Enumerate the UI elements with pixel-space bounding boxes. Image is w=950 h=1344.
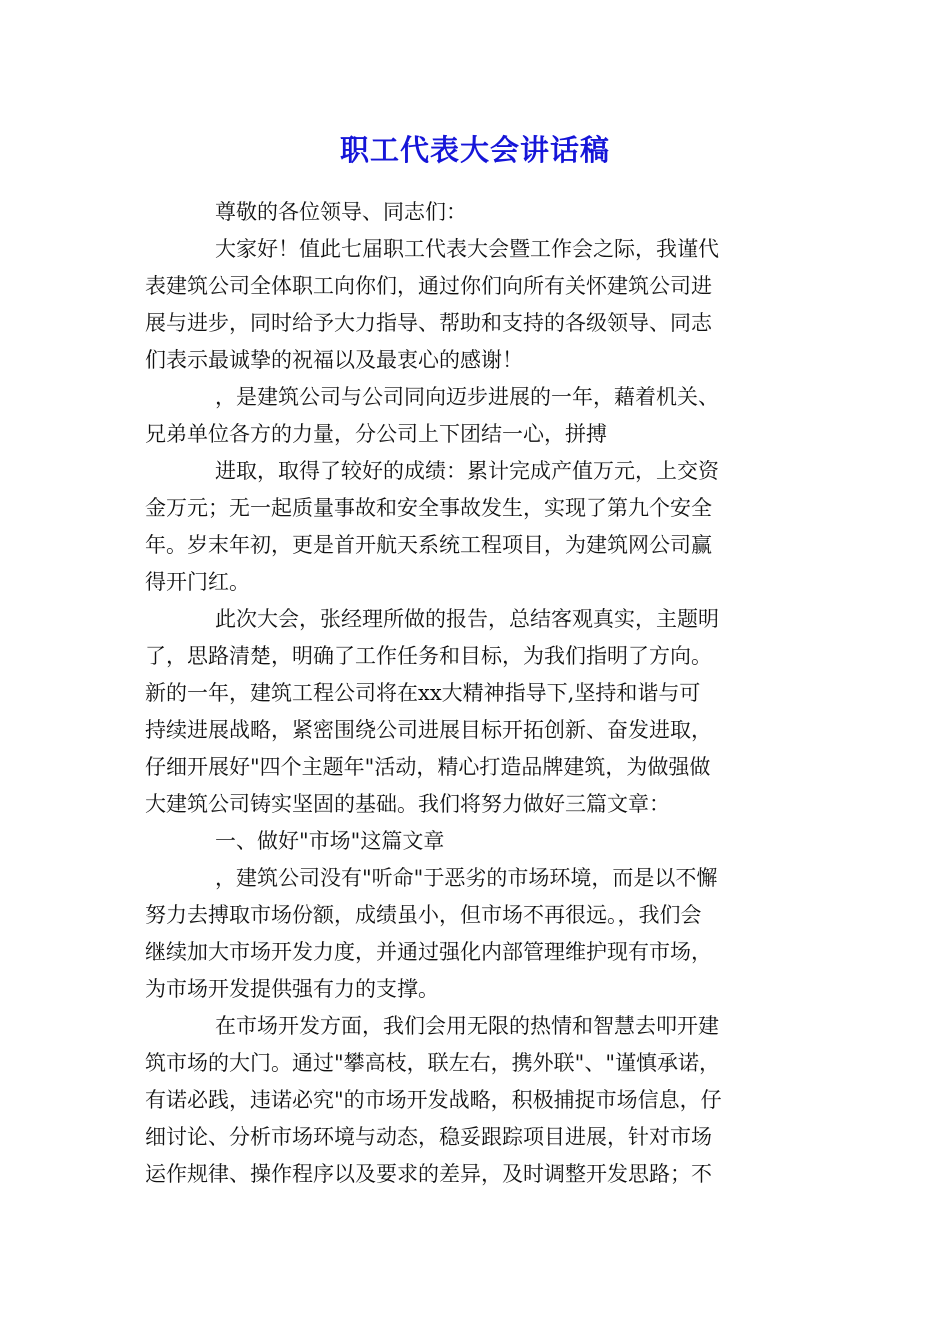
text-line: 有诺必践，违诺必究"的市场开发战略，积极捕捉市场信息，仔 [145, 1088, 722, 1112]
text-line: 在市场开发方面，我们会用无限的热情和智慧去叩开建 [215, 1014, 719, 1038]
text-line: 进取，取得了较好的成绩：累计完成产值万元，上交资 [215, 459, 719, 483]
document-title: 职工代表大会讲话稿 [339, 133, 610, 167]
text-line: 展与进步，同时给予大力指导、帮助和支持的各级领导、同志 [145, 311, 712, 335]
text-line: 兄弟单位各方的力量，分公司上下团结一心，拼搏 [145, 422, 607, 446]
text-line: 新的一年，建筑工程公司将在xx大精神指导下,坚持和谐与可 [145, 681, 701, 705]
text-line: 此次大会，张经理所做的报告，总结客观真实，主题明 [215, 607, 719, 631]
document-body [145, 194, 805, 1193]
text-line: 尊敬的各位领导、同志们： [215, 200, 467, 224]
text-line: 筑市场的大门。通过"攀高枝，联左右，携外联"、"谨慎承诺， [145, 1051, 720, 1075]
text-line: 为市场开发提供强有力的支撑。 [145, 977, 439, 1001]
text-line: 年。岁末年初，更是首开航天系统工程项目，为建筑网公司赢 [145, 533, 712, 557]
text-line: 金万元；无一起质量事故和安全事故发生，实现了第九个安全 [145, 496, 712, 520]
text-line: 得开门红。 [145, 570, 250, 594]
text-line: 努力去搏取市场份额，成绩虽小，但市场不再很远。，我们会 [145, 903, 702, 927]
text-line: 持续进展战略，紧密围绕公司进展目标开拓创新、奋发进取， [145, 718, 712, 742]
text-line: ，建筑公司没有"听命"于恶劣的市场环境，而是以不懈 [215, 866, 718, 890]
text-line: 继续加大市场开发力度，并通过强化内部管理维护现有市场， [145, 940, 712, 964]
text-line: 大建筑公司铸实坚固的基础。我们将努力做好三篇文章： [145, 792, 670, 816]
text-line: 了，思路清楚，明确了工作任务和目标，为我们指明了方向。 [145, 644, 712, 668]
text-line: 运作规律、操作程序以及要求的差异，及时调整开发思路；不 [145, 1162, 712, 1186]
text-line: 细讨论、分析市场环境与动态，稳妥跟踪项目进展，针对市场 [145, 1125, 712, 1149]
text-line: ，是建筑公司与公司同向迈步进展的一年，藉着机关、 [215, 385, 719, 409]
text-line: 一、做好"市场"这篇文章 [215, 829, 445, 853]
text-line: 大家好！值此七届职工代表大会暨工作会之际，我谨代 [215, 237, 719, 261]
text-line: 们表示最诚挚的祝福以及最衷心的感谢！ [145, 348, 523, 372]
text-line: 仔细开展好"四个主题年"活动，精心打造品牌建筑，为做强做 [145, 755, 711, 779]
text-line: 表建筑公司全体职工向你们，通过你们向所有关怀建筑公司进 [145, 274, 712, 298]
